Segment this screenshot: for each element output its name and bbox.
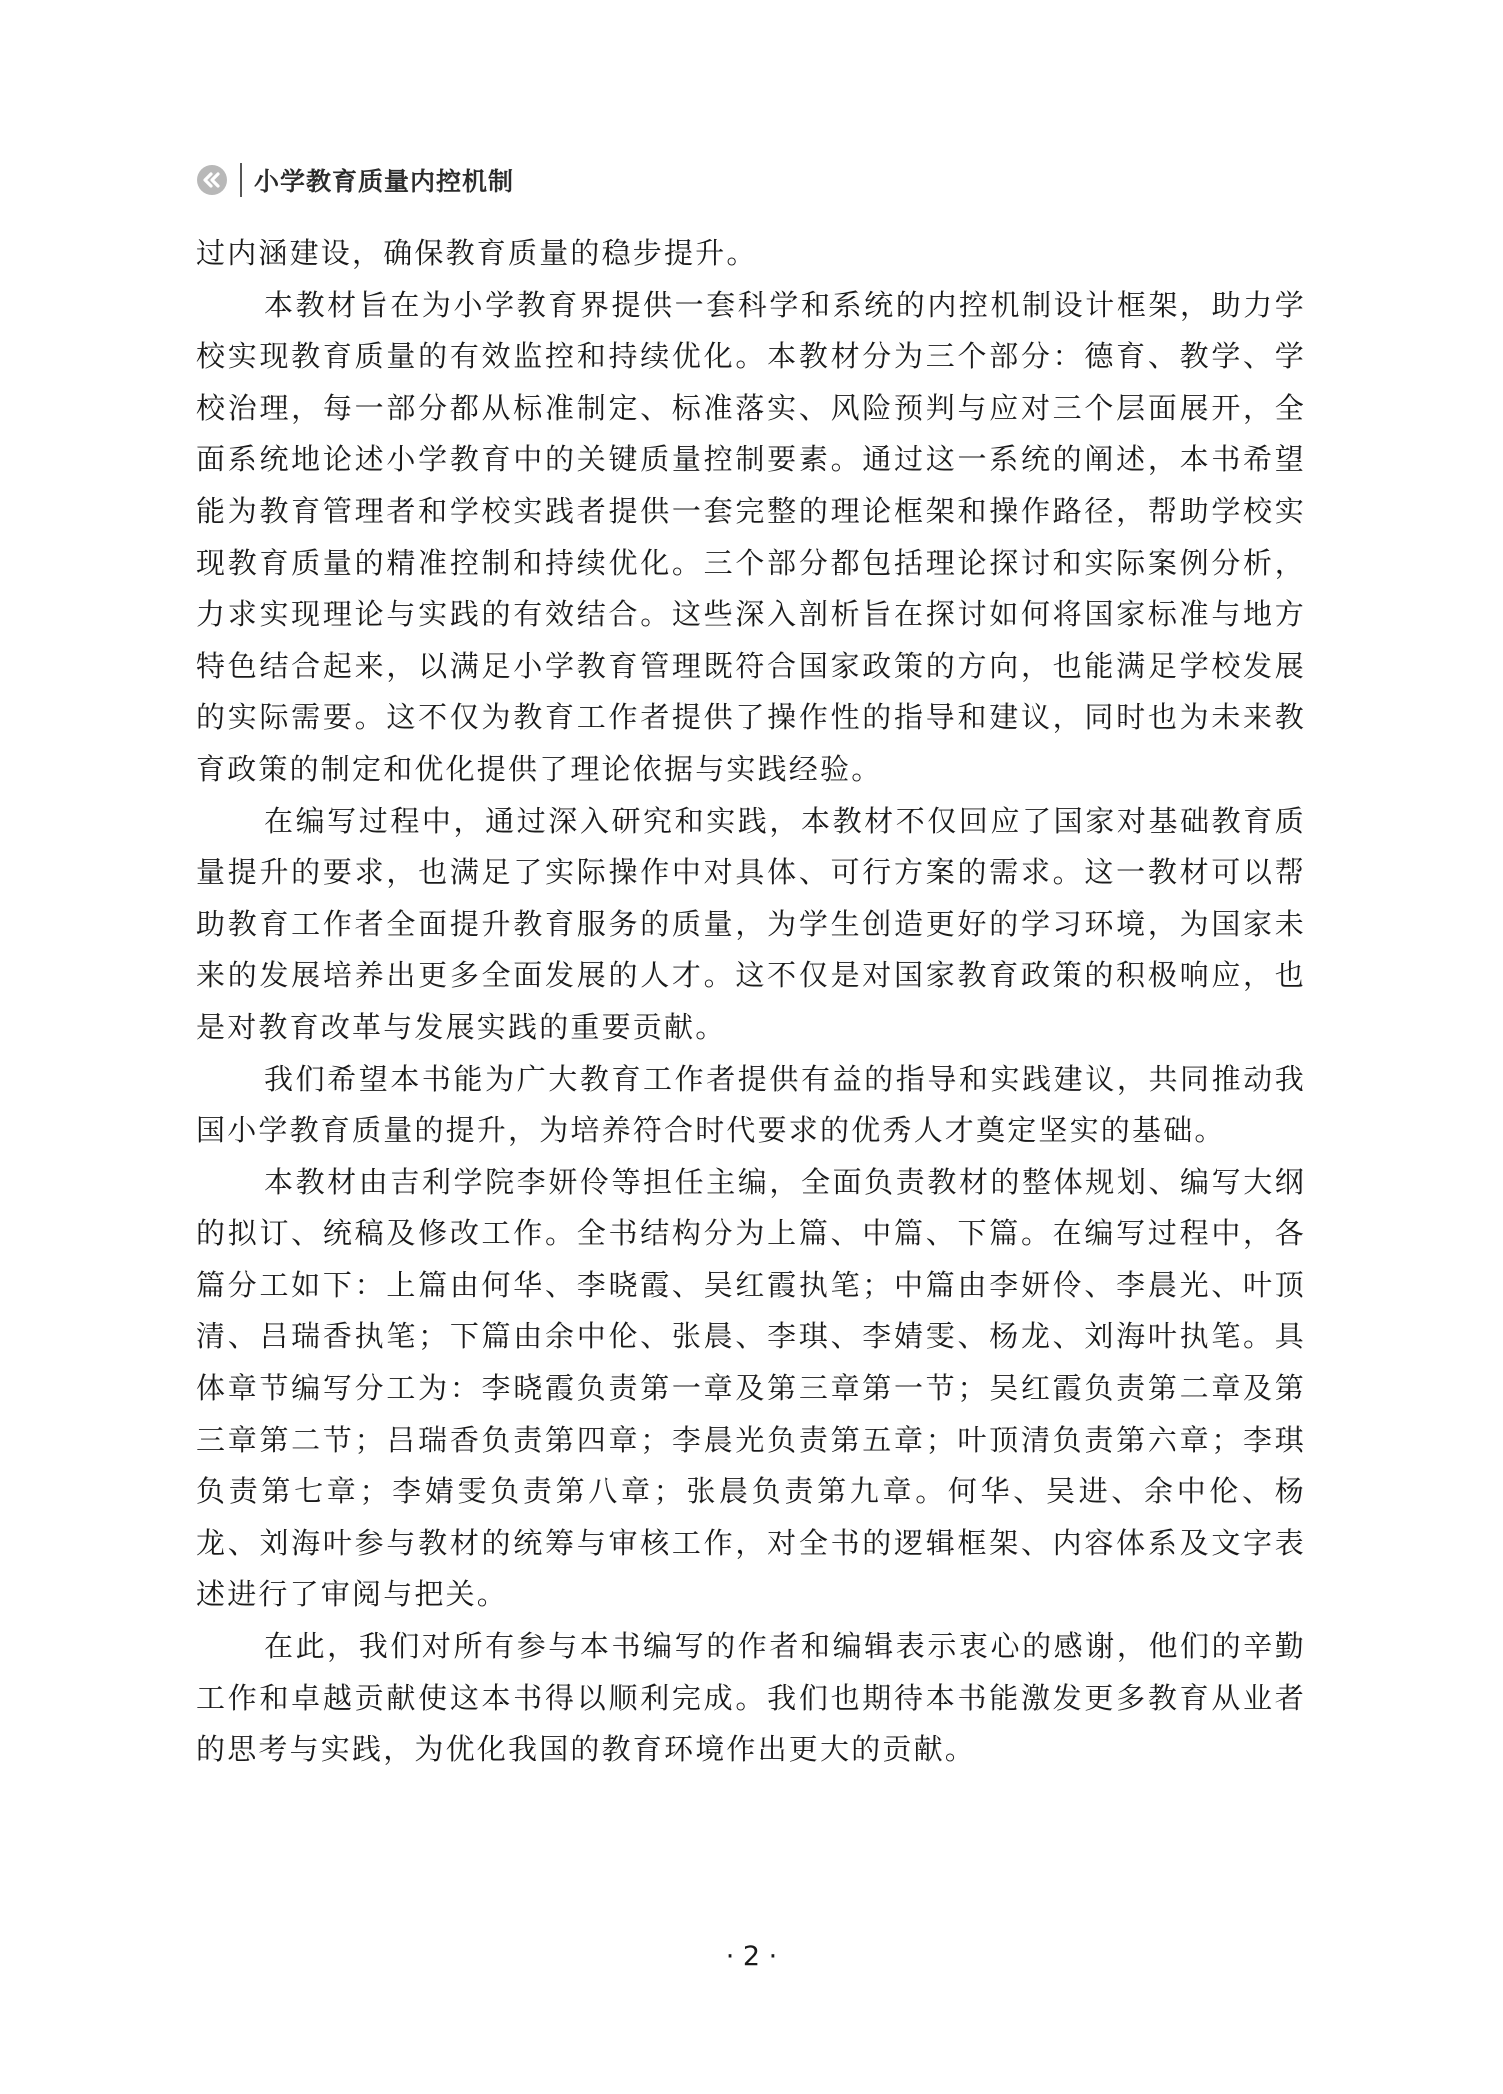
paragraph: 本教材旨在为小学教育界提供一套科学和系统的内控机制设计框架，助力学校实现教育质量的有效监控和持续优化。本教材分为三个部分：德育、教学、学校治理，每一部分都从标准制定、标准落实、风险预判与应对三个层面展开，全面系统地论述小学教育中的关键质量控制要素。通过这一系统的阐述，本书希望能为教育管理者和学校实践者提供一套完整的理论框架和操作路径，帮助学校实现教育质量的精准控制和持续优化。三个部分都包括理论探讨和实际案例分析，力求实现理论与实践的有效结合。这些深入剖析旨在探讨如何将国家标准与地方特色结合起来，以满足小学教育管理既符合国家政策的方向，也能满足学校发展的实际需要。这不仅为教育工作者提供了操作性的指导和建议，同时也为未来教育政策的制定和优化提供了理论依据与实践经验。 <box>196 287 1306 786</box>
header-divider <box>240 163 242 197</box>
body-text <box>196 228 1306 1776</box>
paragraph: 我们希望本书能为广大教育工作者提供有益的指导和实践建议，共同推动我国小学教育质量的提升，为培养符合时代要求的优秀人才奠定坚实的基础。 <box>196 1061 1306 1148</box>
page-number: · 2 · <box>725 1941 778 1972</box>
running-header <box>196 160 514 200</box>
paragraph: 在编写过程中，通过深入研究和实践，本教材不仅回应了国家对基础教育质量提升的要求，也满足了实际操作中对具体、可行方案的需求。这一教材可以帮助教育工作者全面提升教育服务的质量，为学生创造更好的学习环境，为国家未来的发展培养出更多全面发展的人才。这不仅是对国家教育政策的积极响应，也是对教育改革与发展实践的重要贡献。 <box>196 803 1306 1044</box>
double-chevron-left-icon <box>196 164 228 196</box>
book-title: 小学教育质量内控机制 <box>254 167 515 196</box>
paragraph: 在此，我们对所有参与本书编写的作者和编辑表示衷心的感谢，他们的辛勤工作和卓越贡献使这本书得以顺利完成。我们也期待本书能激发更多教育从业者的思考与实践，为优化我国的教育环境作出更大的贡献。 <box>196 1629 1306 1767</box>
paragraph-continued: 过内涵建设，确保教育质量的稳步提升。 <box>196 236 758 270</box>
paragraph: 本教材由吉利学院李妍伶等担任主编，全面负责教材的整体规划、编写大纲的拟订、统稿及修改工作。全书结构分为上篇、中篇、下篇。在编写过程中，各篇分工如下：上篇由何华、李晓霞、吴红霞执笔；中篇由李妍伶、李晨光、叶顶清、吕瑞香执笔；下篇由余中伦、张晨、李琪、李婧雯、杨龙、刘海叶执笔。具体章节编写分工为：李晓霞负责第一章及第三章第一节；吴红霞负责第二章及第三章第二节；吕瑞香负责第四章；李晨光负责第五章；叶顶清负责第六章；李琪负责第七章；李婧雯负责第八章；张晨负责第九章。何华、吴进、余中伦、杨龙、刘海叶参与教材的统筹与审核工作，对全书的逻辑框架、内容体系及文字表述进行了审阅与把关。 <box>196 1164 1306 1612</box>
